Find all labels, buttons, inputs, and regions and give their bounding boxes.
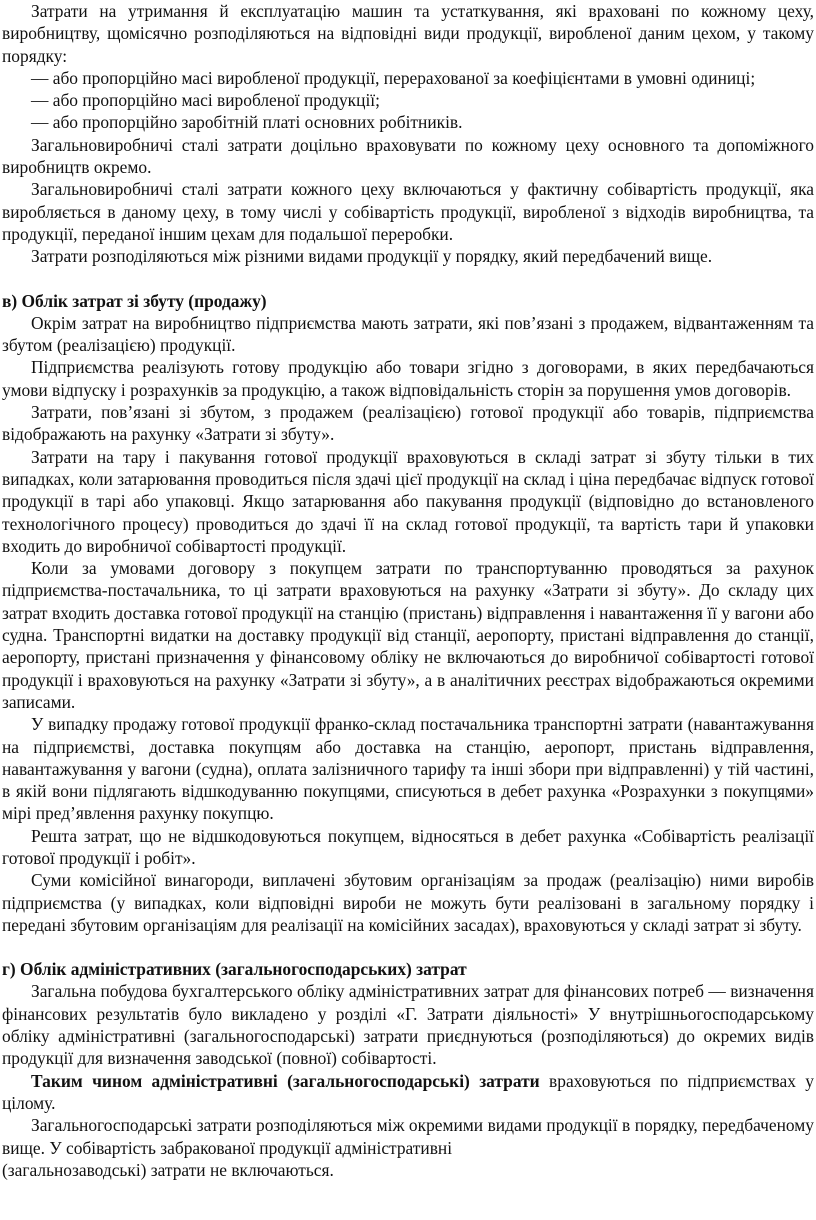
paragraph: Загальна побудова бухгалтерського обліку адміністративних затрат для фінансових потреб — визначення фінансових результатів було викладено у розділі «Г. Затрати діяльності» У внутрішньогосподарському обліку адміністративні (загальногосподарські) затрати приєднуються (розподіляються) до окремих видів продукції для визначення заводської (повної) собівартості. (2, 981, 814, 1069)
list-item: — або пропорційно масі виробленої продукції; (31, 90, 380, 111)
paragraph: Окрім затрат на виробництво підприємства мають затрати, які пов’язані з продажем, відвантаженням та збутом (реалізацією) продукції. (2, 312, 814, 356)
list-item: — або пропорційно масі виробленої продукції, перерахованої за коефіцієнтами в умовні одиниці; (31, 67, 756, 88)
paragraph: Загальновиробничі сталі затрати кожного цеху включаються у фактичну собівартість продукції, яка виробляється в даному цеху, в тому числі у собівартість продукції, виробленої з відходів виробництва, та продукції, переданої іншим цехам для подальшої переробки. (2, 179, 814, 244)
section-heading-admin-costs: г) Облік адміністративних (загальногосподарських) затрат (2, 959, 467, 980)
paragraph-bold-lead (2, 1070, 814, 1115)
final-line-2: (загальнозаводські) затрати не включаються. (2, 1159, 334, 1180)
paragraph: Загальновиробничі сталі затрати доцільно враховувати по кожному цеху основного та допоміжного виробництв окремо. (2, 134, 814, 178)
paragraph: Затрати, пов’язані зі збутом, з продажем (реалізацією) готової продукції або товарів, підприємства відображають на рахунку «Затрати зі збуту». (2, 402, 814, 445)
bold-tail-text: враховуються по підприємствах у цілому. (2, 1070, 814, 1113)
paragraph: У випадку продажу готової продукції франко-склад постачальника транспортні затрати (навантажування на підприємстві, доставка покупцям або доставка на станцію, аеропорт, пристань відправлення, навантажування у вагони (судна), оплата залізничного тарифу та інші збори при відправленні) у тій частині, в якій вони підлягають відшкодуванню покупцями, списуються в дебет рахунка «Розрахунки з покупцями» мірі пред’явлення рахунку покупцю. (2, 714, 814, 824)
list-item: — або пропорційно заробітній платі основних робітників. (31, 112, 463, 133)
paragraph: Підприємства реалізують готову продукцію або товари згідно з договорами, в яких передбачаються умови відпуску і розрахунків за продукцію, а також відповідальність сторін за порушення умов договорів. (2, 357, 814, 400)
paragraph: Коли за умовами договору з покупцем затрати по транспортуванню проводяться за рахунок підприємства-постачальника, то ці затрати враховуються на рахунку «Затрати зі збуту». До складу цих затрат входить доставка готової продукції на станцію (пристань) відправлення і навантаження її у вагони або судна. Транспортні видатки на доставку продукції від станції, аеропорту, пристані відправлення до станції, аеропорту, пристані призначення у фінансовому обліку не включаються до виробничої собівартості готової продукції і враховуються на рахунку «Затрати зі збуту», а в аналітичних реєстрах відображаються окремими записами. (2, 558, 814, 712)
paragraph: Затрати на тару і пакування готової продукції враховуються в складі затрат зі збуту тільки в тих випадках, коли затарювання проводиться після здачі цієї продукції на склад і ціна передбачає відпуск готової продукції в тарі або упаковці. Якщо затарювання або пакування продукції (відповідно до встановленого технологічного процесу) проводиться до здачі її на склад готової продукції, та вартість тари й упаковки входить до виробничої собівартості продукції. (2, 446, 814, 556)
bold-lead-text: Таким чином адміністративні (загальногосподарські) затрати (31, 1070, 540, 1091)
paragraph (2, 1114, 814, 1181)
final-line-1: Загальногосподарські затрати розподіляються між окремими видами продукції в порядку, передбаченому вище. У собівартість забракованої продукції адміністративні (2, 1115, 814, 1158)
paragraph: Затрати розподіляються між різними видами продукції у порядку, який передбачений вище. (31, 246, 713, 267)
section-heading-sales-costs: в) Облік затрат зі збуту (продажу) (2, 290, 267, 311)
paragraph: Решта затрат, що не відшкодовуються покупцем, відносяться в дебет рахунка «Собівартість реалізації готової продукції і робіт». (2, 825, 814, 868)
paragraph: Суми комісійної винагороди, виплачені збутовим організаціям за продаж (реалізацію) ними виробів підприємства (у випадках, коли відповідні вироби не можуть бути реалізовані в загальному порядку і передані збутовим організаціям для реалізації на комісійних засадах), враховуються у складі затрат зі збуту. (2, 870, 814, 935)
paragraph: Затрати на утримання й експлуатацію машин та устаткування, які враховані по кожному цеху, виробництву, щомісячно розподіляються на відповідні види продукції, виробленої даним цехом, у такому порядку: (2, 1, 814, 66)
